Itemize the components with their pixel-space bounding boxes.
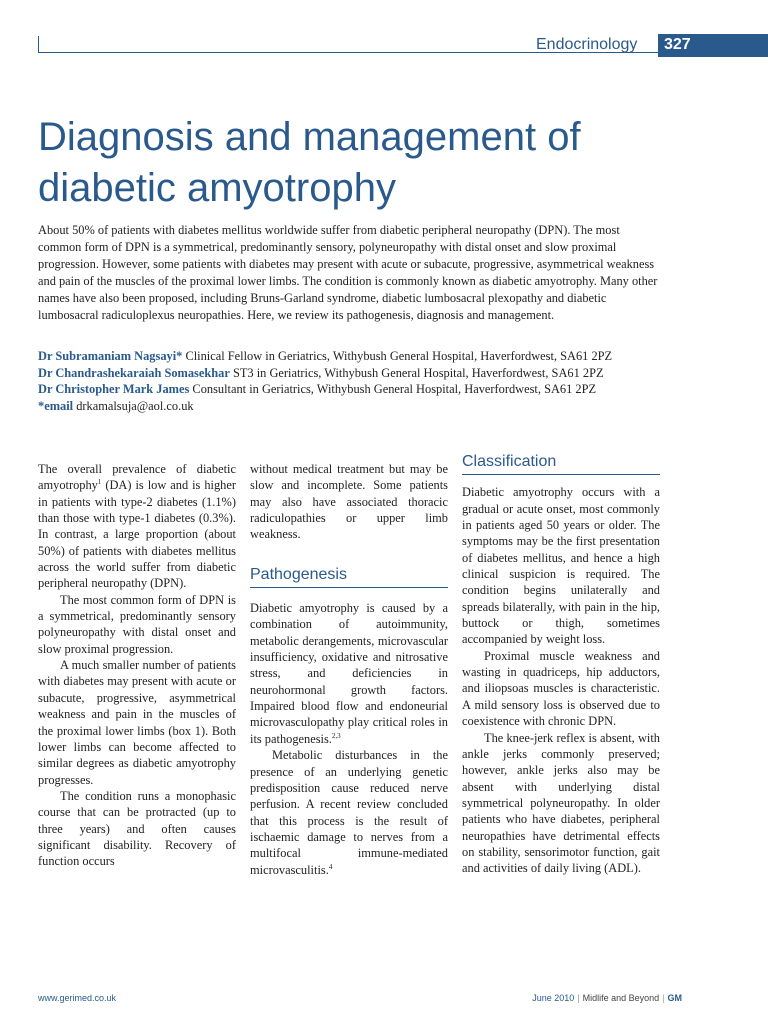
article-title: Diagnosis and management of diabetic amyotrophy — [38, 115, 581, 210]
body-column-3 — [462, 453, 660, 877]
author-line — [38, 348, 698, 365]
paragraph: The most common form of DPN is a symmetrical, predominantly sensory polyneuropathy with distal onset and slow proximal progression. — [38, 592, 236, 656]
paragraph — [250, 600, 448, 747]
author-name: Dr Christopher Mark James — [38, 382, 190, 397]
citation[interactable]: 4 — [328, 862, 333, 871]
author-role: ST3 in Geriatrics, Withybush General Hospital, Haverfordwest, SA61 2PZ — [229, 365, 604, 380]
footer-date: June 2010 — [532, 993, 575, 1003]
author-list — [38, 348, 698, 414]
paragraph: without medical treatment but may be slow and incomplete. Some patients may also have associated thoracic radiculopathies or upper limb weakness. — [250, 462, 448, 542]
paragraph: Diabetic amyotrophy occurs with a gradual or acute onset, most commonly in patients aged 50 years or older. The symptoms may be the first presentation of diabetes mellitus, and hence a high clinical suspicion is required. The condition begins unilaterally and spreads bilaterally, with pain in the hip, buttock or thigh, sometimes accompanied by weight loss. — [462, 485, 660, 647]
body-column-2 — [250, 461, 448, 878]
footer-journal: Midlife and Beyond — [582, 993, 660, 1003]
author-name: Dr Chandrashekaraiah Somasekhar — [38, 365, 230, 380]
section-heading-classification: Classification — [462, 454, 660, 475]
paragraph-text: Diabetic amyotrophy is caused by a combination of autoimmunity, metabolic derangements, microvascular insufficiency, oxidative and nitrosative stress, and deficiencies in neurohormonal growth factors. Impaired blood flow and endoneurial microvasculopathy play critical roles in its pathogenesis. — [250, 601, 448, 746]
author-role: Clinical Fellow in Geriatrics, Withybush General Hospital, Haverfordwest, SA61 2PZ — [182, 349, 613, 363]
paragraph-text: Metabolic disturbances in the presence of an underlying genetic predisposition cause reduced nerve perfusion. A recent review concluded that this process is the result of ischaemic damage to nerves from a multifocal immune-mediated microvasculitis. — [250, 748, 448, 877]
paragraph: Proximal muscle weakness and wasting in quadriceps, hip adductors, and iliopsoas muscles is characteristic. A mild sensory loss is observed due to coexistence with chronic DPN. — [462, 648, 660, 729]
footer-separator: | — [662, 993, 665, 1003]
paragraph — [250, 747, 448, 878]
author-line — [38, 365, 698, 382]
author-name: Dr Subramaniam Nagsayi* — [38, 349, 183, 363]
citation[interactable]: 1 — [97, 478, 102, 487]
paragraph — [38, 461, 236, 592]
footer-url[interactable]: www.gerimed.co.uk — [38, 993, 117, 1003]
paragraph: A much smaller number of patients with diabetes may present with acute or subacute, progressive, asymmetrical weakness and pain in the muscles of the proximal lower limbs (box 1). Both lower limbs can become affected to similar degrees as diabetic amyotrophy progresses. — [38, 658, 236, 787]
footer-info — [532, 993, 682, 1003]
page-number: 327 — [664, 36, 691, 53]
email-label: *email — [38, 398, 74, 413]
paragraph-text: (DA) is low and is higher in patients with type-2 diabetes (1.1%) than those with type-1 diabetes (0.3%). In contrast, a large proportion (about 50%) of patients with diabetes mellitus across the world suffer from diabetic peripheral neuropathy (DPN). — [38, 478, 236, 591]
email-address[interactable]: drkamalsuja@aol.co.uk — [73, 398, 194, 413]
body-column-1 — [38, 461, 236, 870]
footer-brand: GM — [667, 993, 682, 1003]
author-line — [38, 381, 698, 398]
paragraph-text: The overall prevalence of diabetic amyotrophy — [38, 462, 236, 493]
paragraph: The condition runs a monophasic course that can be protracted (up to three years) and often causes significant disability. Recovery of function occurs — [38, 788, 236, 869]
footer-separator: | — [577, 993, 580, 1003]
email-line — [38, 398, 698, 415]
author-role: Consultant in Geriatrics, Withybush General Hospital, Haverfordwest, SA61 2PZ — [189, 382, 597, 397]
abstract: About 50% of patients with diabetes mellitus worldwide suffer from diabetic peripheral neuropathy (DPN). The most common form of DPN is a symmetrical, predominantly sensory, polyneuropathy with distal onset and slow proximal progression. However, some patients with diabetes may present with acute or subacute, progressive, asymmetrical weakness and pain of the muscles of the proximal lower limbs. The condition is commonly known as diabetic amyotrophy. Many other names have also been proposed, including Bruns-Garland syndrome, diabetic lumbosacral plexopathy and diabetic lumbosacral radiculoplexus neuropathies. Here, we review its pathogenesis, diagnosis and management. — [38, 223, 658, 323]
citation[interactable]: 2,3 — [331, 731, 341, 740]
header-tick — [38, 36, 39, 53]
section-name: Endocrinology — [536, 36, 638, 53]
paragraph: The knee-jerk reflex is absent, with ankle jerks commonly preserved; however, ankle jerks also may be absent with underlying distal symmetrical polyneuropathy. In older patients who have diabetes, peripheral neuropathies have detrimental effects on stability, sensorimotor function, gait and activities of daily living (ADL). — [462, 730, 660, 876]
section-heading-pathogenesis: Pathogenesis — [250, 567, 448, 588]
